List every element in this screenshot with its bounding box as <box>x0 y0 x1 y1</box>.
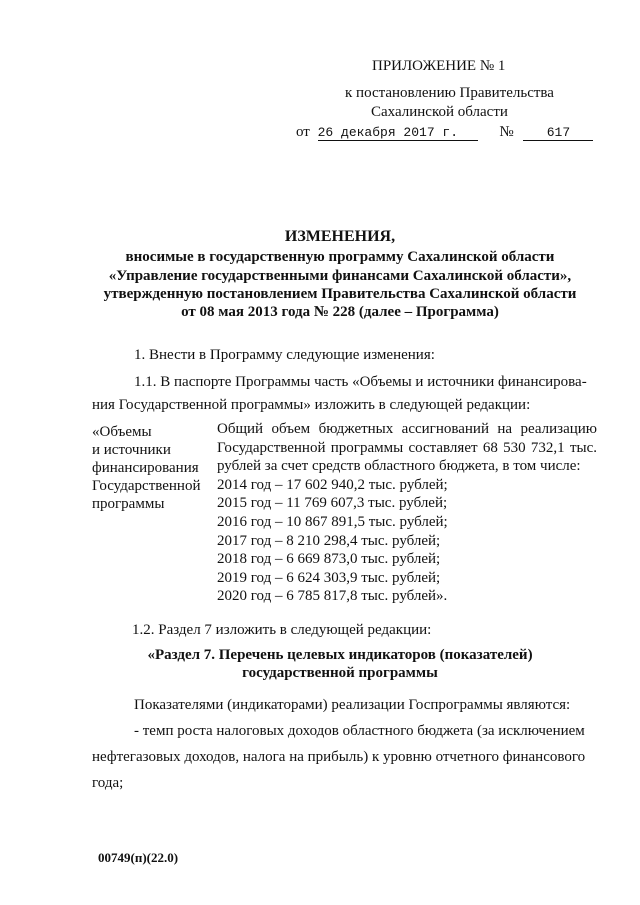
document-title: ИЗМЕНЕНИЯ, <box>284 228 396 245</box>
funding-year-2015: 2015 год – 11 769 607,3 тыс. рублей; <box>217 495 448 512</box>
funding-intro-line: Общий объем бюджетных ассигнований на реализацию <box>217 421 597 437</box>
appendix-title: ПРИЛОЖЕНИЕ № 1 <box>372 58 506 74</box>
resolution-number: 617 <box>523 125 593 141</box>
funding-year-2016: 2016 год – 10 867 891,5 тыс. рублей; <box>217 513 448 530</box>
funding-year-2014: 2014 год – 17 602 940,2 тыс. рублей; <box>217 476 448 493</box>
number-label: № <box>499 124 514 140</box>
date-line <box>296 124 593 141</box>
from-label: от <box>296 124 310 140</box>
section-7-title-line-2: государственной программы <box>242 665 438 681</box>
passport-label-line: финансирования <box>92 460 199 476</box>
passport-label-line: и источники <box>92 442 171 458</box>
indicator-1-line-3: года; <box>92 775 124 791</box>
item-1-2: 1.2. Раздел 7 изложить в следующей редакции: <box>132 622 432 638</box>
item-1-1-line-1: 1.1. В паспорте Программы часть «Объемы и источники финансирова- <box>134 374 587 390</box>
passport-label-line: Государственной <box>92 478 201 494</box>
section-7-title-line-1: «Раздел 7. Перечень целевых индикаторов (показателей) <box>147 647 533 663</box>
document-code: 00749(п)(22.0) <box>98 850 179 865</box>
funding-year-2019: 2019 год – 6 624 303,9 тыс. рублей; <box>217 569 441 586</box>
title-line-2: вносимые в государственную программу Сахалинской области <box>125 249 555 265</box>
funding-intro-line: Государственной программы составляет 68 530 732,1 тыс. <box>217 439 597 456</box>
title-line-3: «Управление государственными финансами Сахалинской области», <box>108 268 572 284</box>
passport-values <box>217 420 597 606</box>
resolution-date: 26 декабря 2017 г. <box>318 125 478 141</box>
funding-intro-line: рублей за счет средств областного бюджета, в том числе: <box>217 458 581 475</box>
passport-label-line: «Объемы <box>92 424 152 440</box>
passport-label <box>92 423 200 513</box>
funding-year-2018: 2018 год – 6 669 873,0 тыс. рублей; <box>217 551 441 568</box>
funding-year-2020: 2020 год – 6 785 817,8 тыс. рублей». <box>217 588 448 605</box>
title-line-5: от 08 мая 2013 года № 228 (далее – Программа) <box>181 304 499 320</box>
region-name: Сахалинской области <box>371 104 508 120</box>
indicator-1-line-2: нефтегазовых доходов, налога на прибыль) к уровню отчетного финансового <box>92 749 586 765</box>
indicators-intro: Показателями (индикаторами) реализации Госпрограммы являются: <box>134 697 571 713</box>
funding-year-2017: 2017 год – 8 210 298,4 тыс. рублей; <box>217 532 441 549</box>
passport-label-line: программы <box>92 496 165 512</box>
item-1-1-line-2: ния Государственной программы» изложить в следующей редакции: <box>92 397 531 413</box>
item-1: 1. Внести в Программу следующие изменения: <box>134 347 435 363</box>
title-line-4: утвержденную постановлением Правительства Сахалинской области <box>103 286 577 302</box>
indicator-1-line-1: - темп роста налоговых доходов областного бюджета (за исключением <box>134 723 585 739</box>
resolution-ref: к постановлению Правительства <box>345 85 554 101</box>
